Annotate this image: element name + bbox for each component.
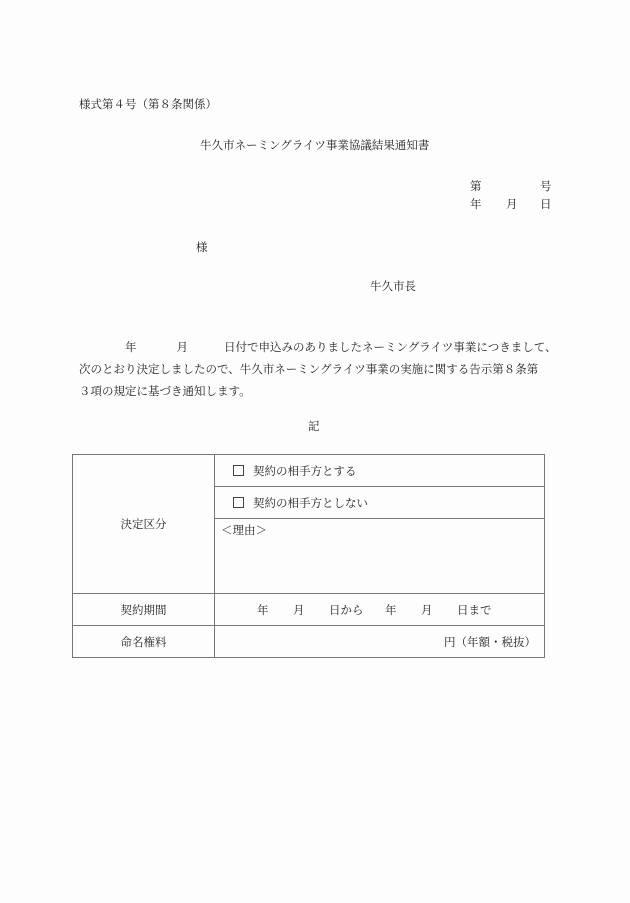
fee-label: 命名権料 (73, 626, 215, 658)
checkbox-icon[interactable] (233, 497, 244, 508)
sender-name: 牛久市長 (370, 279, 416, 293)
notice-body (79, 336, 559, 402)
body-line-1: 年 月 日付で申込みのありましたネーミングライツ事業につきまして、 (125, 340, 557, 354)
fee-field[interactable]: 円（年額・税抜） (215, 626, 545, 658)
document-title: 牛久市ネーミングライツ事業協議結果通知書 (200, 138, 430, 152)
number-prefix: 第 (470, 179, 482, 193)
decision-label: 決定区分 (73, 455, 215, 594)
form-number: 様式第４号（第８条関係） (79, 97, 217, 111)
reason-field[interactable] (215, 519, 545, 594)
period-field[interactable]: 年 月 日から 年 月 日まで (215, 594, 545, 626)
number-suffix: 号 (540, 179, 552, 193)
date-day: 日 (540, 197, 552, 211)
body-line-2: 次のとおり決定しましたので、牛久市ネーミングライツ事業の実施に関する告示第８条第 (79, 362, 539, 376)
option-reject[interactable]: 契約の相手方としない (215, 487, 545, 519)
checkbox-icon[interactable] (233, 465, 244, 476)
reason-label: ＜理由＞ (221, 523, 267, 537)
decision-table (72, 454, 545, 658)
ki-heading: 記 (308, 419, 320, 433)
period-label: 契約期間 (73, 594, 215, 626)
body-line-3: ３項の規定に基づき通知します。 (79, 384, 251, 398)
option-accept[interactable]: 契約の相手方とする (215, 455, 545, 487)
date-month: 月 (506, 197, 518, 211)
date-year: 年 (470, 197, 482, 211)
addressee-suffix: 様 (196, 240, 208, 254)
